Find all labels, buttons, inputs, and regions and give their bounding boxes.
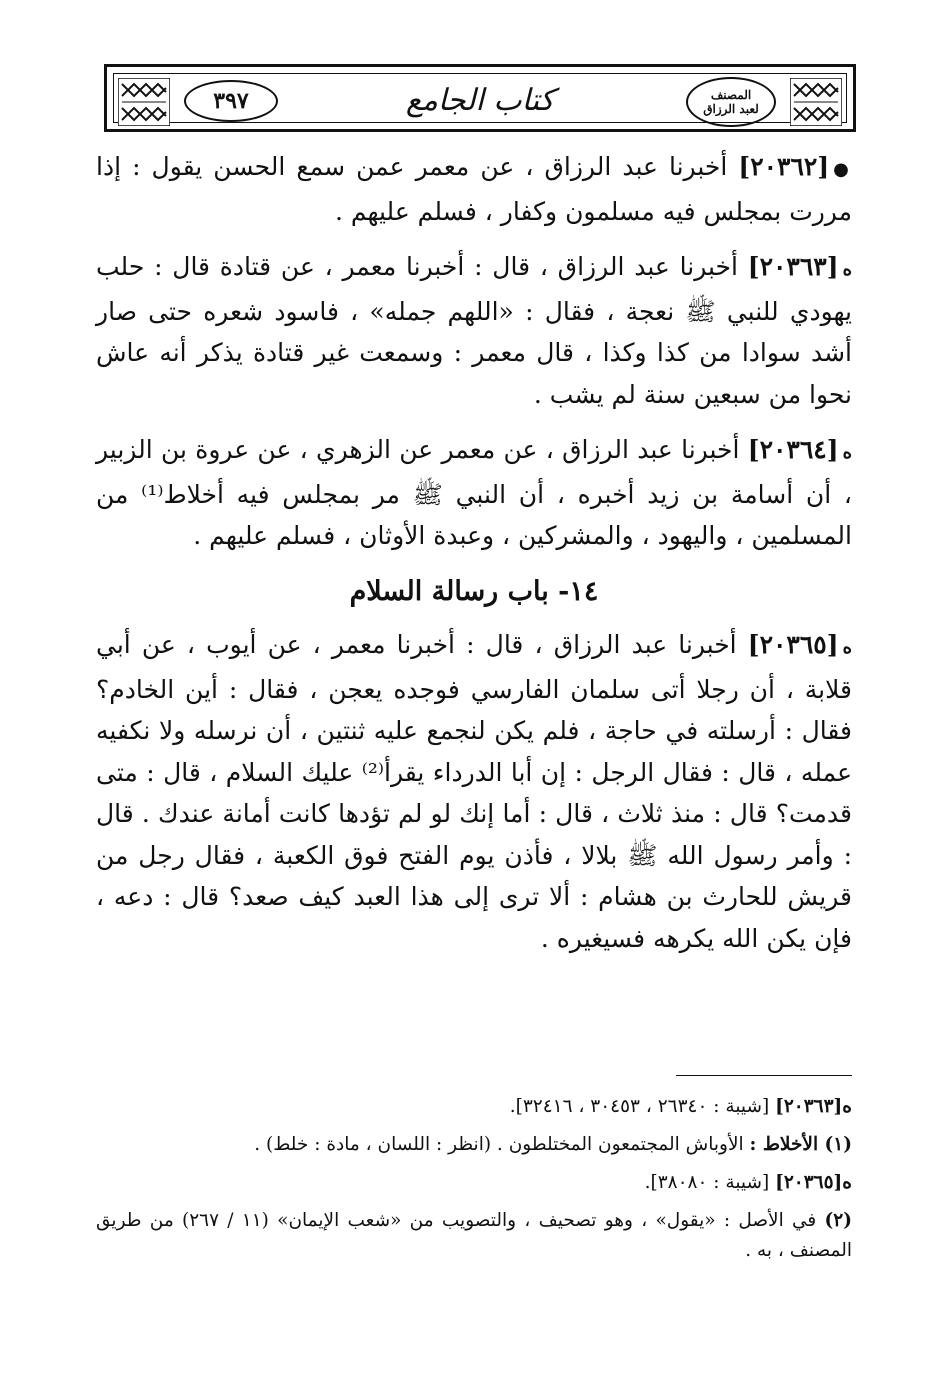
hadith-text: أخبرنا عبد الرزاق ، قال : أخبرنا معمر ، عن قتادة قال : حلب يهودي للنبي ﷺ نعجة ، فقال : «اللهم جمله» ، فاسود شعره حتى صار أشد سوادا من كذا وكذا ، قال معمر : وسمعت غير قتادة يذكر أنه عاش نحوا من سبعين سنة لم يشب . — [96, 252, 852, 409]
entry-marker: ﻩ — [842, 442, 852, 463]
ornament-braid-left — [118, 78, 170, 126]
hadith-number: [٢٠٣٦٤] — [747, 435, 839, 464]
hadith-text: أخبرنا عبد الرزاق ، عن معمر عمن سمع الحسن يقول : إذا مررت بمجلس فيه مسلمون وكفار ، فسلم عليهم . — [96, 152, 852, 226]
entry-marker: ﻩ — [842, 637, 852, 658]
hadith-entry — [96, 624, 852, 959]
hadith-text: أخبرنا عبد الرزاق ، قال : أخبرنا معمر ، عن أيوب ، عن أبي قلابة ، أن رجلا أتى سلمان الفارسي فوجده يعجن ، فقال : أين الخادم؟ فقال : أرسلته في حاجة ، فلم يكن لنجمع عليه ثنتين ، أن نرسله ولا نكفيه عمله ، قال : فقال الرجل : إن أبا الدرداء يقرأ⁽²⁾ عليك السلام ، قال : متى قدمت؟ قال : منذ ثلاث ، قال : أما إنك لو لم تؤدها كانت أمانة عندك . قال : وأمر رسول الله ﷺ بلالا ، فأذن يوم الفتح فوق الكعبة ، فقال رجل من قريش للحارث بن هشام : ألا ترى إلى هذا العبد كيف صعد؟ قال : دعه ، فإن يكن الله يكرهه فسيغيره . — [96, 630, 852, 953]
footnote-label: (٢) — [824, 1210, 852, 1231]
entry-marker: ● — [833, 159, 852, 180]
footnote-text: [شيبة : ٢٦٣٤٠ ، ٣٠٤٥٣ ، ٣٢٤١٦]. — [509, 1096, 770, 1117]
hadith-entry — [96, 429, 852, 557]
hadith-number: [٢٠٣٦٥] — [747, 630, 839, 659]
seal-line-2: لعبد الرزاق — [703, 102, 759, 116]
footnote — [96, 1130, 852, 1160]
page-number: ٣٩٧ — [184, 80, 278, 122]
footnote-label: ﻩ[٢٠٣٦٥] — [775, 1172, 852, 1193]
footnote — [96, 1206, 852, 1266]
footnote-text: في الأصل : «يقول» ، وهو تصحيف ، والتصويب من «شعب الإيمان» (١١ / ٢٦٧) من طريق المصنف ، به . — [96, 1210, 852, 1261]
page-header — [104, 64, 856, 132]
author-seal — [686, 77, 776, 127]
footnote-separator — [676, 1075, 852, 1076]
chapter-heading: ١٤- باب رسالة السلام — [349, 575, 599, 607]
footnote-label: (١) الأخلاط : — [749, 1134, 852, 1155]
header-frame — [113, 73, 847, 123]
seal-line-1: المصنف — [710, 88, 752, 102]
footnotes — [96, 1092, 852, 1274]
book-title: كتاب الجامع — [405, 82, 555, 118]
hadith-text: أخبرنا عبد الرزاق ، عن معمر عن الزهري ، عن عروة بن الزبير ، أن أسامة بن زيد أخبره ، أن النبي ﷺ مر بمجلس فيه أخلاط⁽¹⁾ من المسلمين ، واليهود ، والمشركين ، وعبدة الأوثان ، فسلم عليهم . — [96, 435, 853, 550]
hadith-entry — [96, 146, 852, 232]
hadith-number: [٢٠٣٦٣] — [747, 252, 839, 281]
ornament-braid-right — [790, 78, 842, 126]
footnote-text: الأوباش المجتمعون المختلطون . (انظر : اللسان ، مادة : خلط) . — [254, 1134, 744, 1155]
main-text — [96, 146, 852, 973]
entry-marker: ﻩ — [842, 259, 852, 280]
hadith-number: [٢٠٣٦٢] — [738, 152, 830, 181]
hadith-entry — [96, 246, 852, 415]
footnote — [96, 1168, 852, 1198]
footnote-label: ﻩ[٢٠٣٦٣] — [775, 1096, 852, 1117]
footnote-text: [شيبة : ٣٨٠٨٠]. — [644, 1172, 770, 1193]
footnote — [96, 1092, 852, 1122]
